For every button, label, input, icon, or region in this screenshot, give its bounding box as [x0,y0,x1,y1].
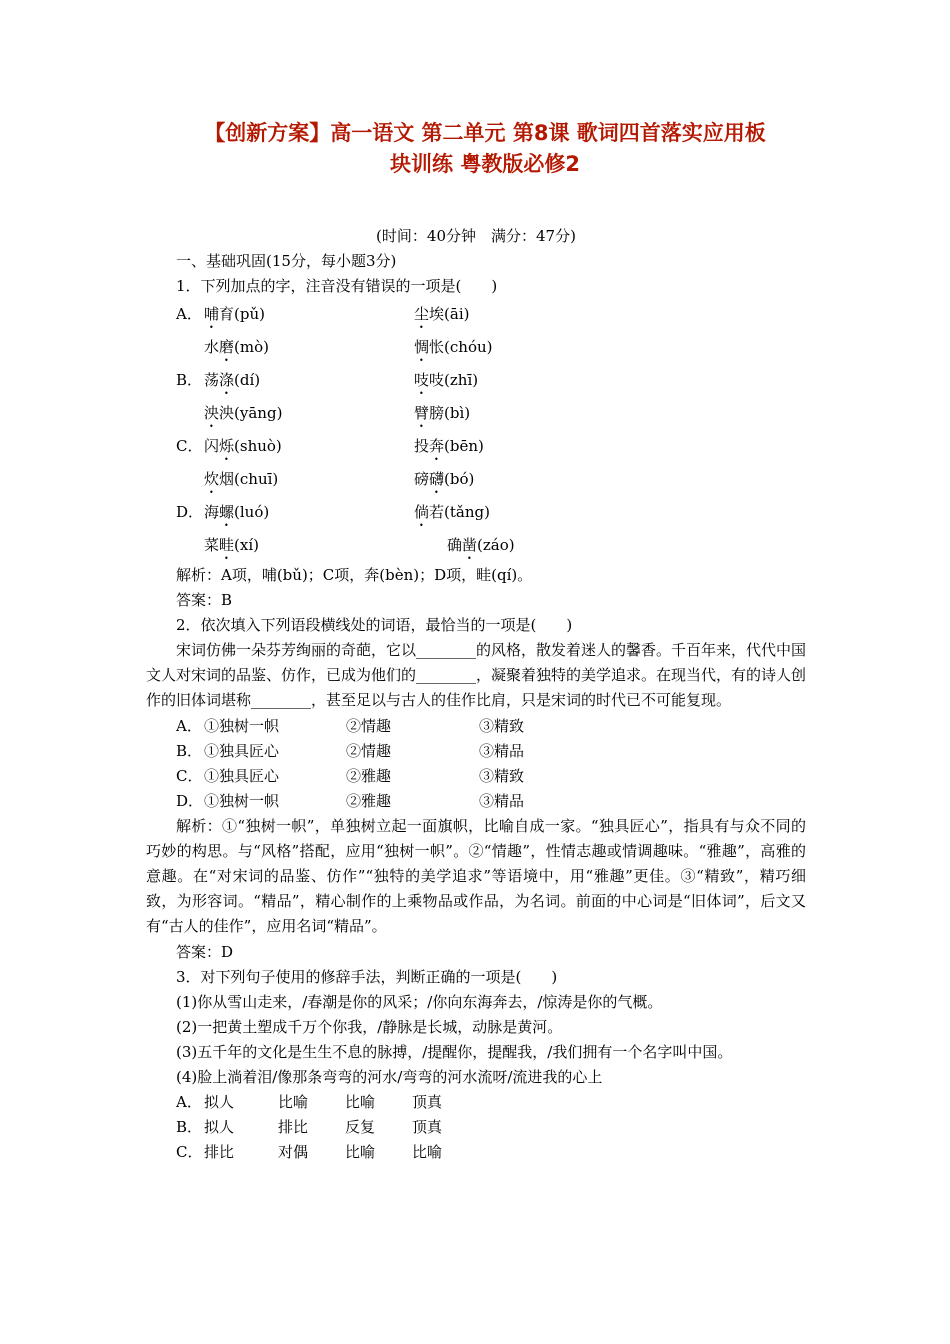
document-title [0,118,950,180]
question-2-stem: 2．依次填入下列语段横线处的词语，最恰当的一项是( ) [176,616,573,634]
q3-option-a [146,1090,806,1115]
option-choice: 对偶 [278,1142,309,1161]
q3-option-b [146,1115,806,1140]
option-choice: 比喻 [345,1142,376,1161]
dotted-char: 凿 [462,536,478,554]
option-choice: 拟人 [204,1092,235,1111]
q1-option-a-row2: 水磨(mò) 惆怅(chóu) [204,338,493,356]
question-2-analysis: 解析：①“独树一帜”，单独树立起一面旗帜，比喻自成一家。“独具匠心”，指具有与众不同的巧妙的构思。与“风格”搭配，应用“独树一帜”。②“情趣”，性情志趣或情调趣味。“雅趣”，高雅的意趣。在“对宋词的品鉴、仿作”“独特的美学追求”等语境中，用“雅趣”更佳。③“精致”，精巧细致，为形容词。“精品”，精心制作的上乘物品或作品，为名词。前面的中心词是“旧体词”，后文又有“古人的佳作”，应用名词“精品”。 [146,816,806,936]
dotted-char: 尘 [414,305,430,323]
option-choice: ①独树一帜 [204,716,280,735]
question-3-sentence-1: (1)你从雪山走来，/春潮是你的风采；/你向东海奔去，/惊涛是你的气概。 [176,992,663,1011]
dotted-char: 烁 [219,437,235,455]
option-choice: 拟人 [204,1117,235,1136]
dotted-char: 炊 [204,470,220,488]
option-choice: ①独具匠心 [204,741,280,760]
option-label: D． [176,503,204,521]
option-choice: 比喻 [345,1092,376,1111]
dotted-char: 臂 [414,404,430,422]
option-choice: ②雅趣 [346,791,392,810]
option-choice: ③精品 [479,791,525,810]
option-choice: 顶真 [412,1092,443,1111]
q1-option-d-row1: D．海螺(luó) 倘若(tǎng) [146,497,806,530]
dotted-char: 奔 [429,437,445,455]
option-label: C． [176,766,203,785]
option-choice: 反复 [345,1117,376,1136]
dotted-char: 倘 [414,503,430,521]
option-choice: ③精致 [479,766,525,785]
q1-option-c-row1: C． 闪烁(shuò) 投奔(bēn) [146,431,806,464]
option-choice: 比喻 [278,1092,309,1111]
option-label: D． [176,791,204,810]
option-choice: ③精品 [479,741,525,760]
option-label: A． [176,1092,202,1111]
dotted-char: 泱 [204,404,220,422]
option-choice: ②情趣 [346,716,392,735]
question-3-sentence-2: (2)一把黄土塑成千万个你我，/静脉是长城，动脉是黄河。 [176,1017,563,1036]
q2-option-a [146,714,806,739]
title-line-1: 【创新方案】高一语文 第二单元 第8课 歌词四首落实应用板 [204,121,766,145]
question-1-stem: 1．下列加点的字，注音没有错误的一项是( ) [176,277,498,295]
option-choice: 顶真 [412,1117,443,1136]
option-choice: ①独树一帜 [204,791,280,810]
q1-option-b-row1: B． 荡涤(dí) 吱吱(zhī) [146,365,806,398]
document-body [146,224,806,1165]
option-choice: 排比 [204,1142,235,1161]
section-heading: 一、基础巩固(15分，每小题3分) [176,252,397,270]
dotted-char: 涤 [219,371,235,389]
option-choice: 比喻 [412,1142,443,1161]
option-choice: ②雅趣 [346,766,392,785]
option-label: C． [176,1142,203,1161]
question-1-answer: 答案：B [176,591,233,609]
q2-option-b [146,739,806,764]
option-label: A． [176,716,202,735]
option-choice: ③精致 [479,716,525,735]
option-label: B． [176,371,203,389]
dotted-char: 礴 [429,470,445,488]
question-3-sentence-4: (4)脸上淌着泪/像那条弯弯的河水/弯弯的河水流呀/流进我的心上 [176,1067,603,1086]
title-line-2: 块训练 粤教版必修2 [390,152,580,176]
question-3-sentence-3: (3)五千年的文化是生生不息的脉搏，/提醒你，提醒我，/我们拥有一个名字叫中国。 [176,1042,733,1061]
dotted-char: 磨 [219,338,235,356]
q3-option-c [146,1140,806,1165]
option-label: C． [176,437,203,455]
option-choice: ②情趣 [346,741,392,760]
question-2-passage: 宋词仿佛一朵芬芳绚丽的奇葩，它以________的风格，散发着迷人的馨香。千百年来，代代中国文人对宋词的品鉴、仿作，已成为他们的________，凝聚着独特的美学追求。在现当代，有的诗人创作的旧体词堪称________，甚至足以与古人的佳作比肩，只是宋词的时代已不可能复现。 [146,641,807,710]
option-label: B． [176,1117,203,1136]
question-3-stem: 3．对下列句子使用的修辞手法，判断正确的一项是( ) [176,967,558,986]
q2-option-d [146,789,806,814]
dotted-char: 哺 [204,305,220,323]
dotted-char: 惆 [414,338,430,356]
question-2-answer: 答案：D [176,942,234,961]
dotted-char: 螺 [219,503,235,521]
q1-option-b-row2: 泱泱(yāng) 臂膀(bì) [204,404,471,422]
option-label: B． [176,741,203,760]
q1-option-c-row2: 炊烟(chuī) 磅礴(bó) [204,470,475,488]
option-choice: 排比 [278,1117,309,1136]
time-score-info: (时间：40分钟 满分：47分) [376,227,576,245]
q1-option-d-row2: 菜畦(xí) 确凿(záo) [204,536,515,554]
dotted-char: 畦 [219,536,235,554]
dotted-char: 吱 [414,371,430,389]
q1-option-a-row1: A． 哺育(pǔ) 尘埃(āi) [146,299,806,332]
option-label: A． [176,305,202,323]
q2-option-c [146,764,806,789]
question-1-analysis: 解析：A项，哺(bǔ)；C项，奔(bèn)；D项，畦(qí)。 [176,566,533,584]
option-choice: ①独具匠心 [204,766,280,785]
